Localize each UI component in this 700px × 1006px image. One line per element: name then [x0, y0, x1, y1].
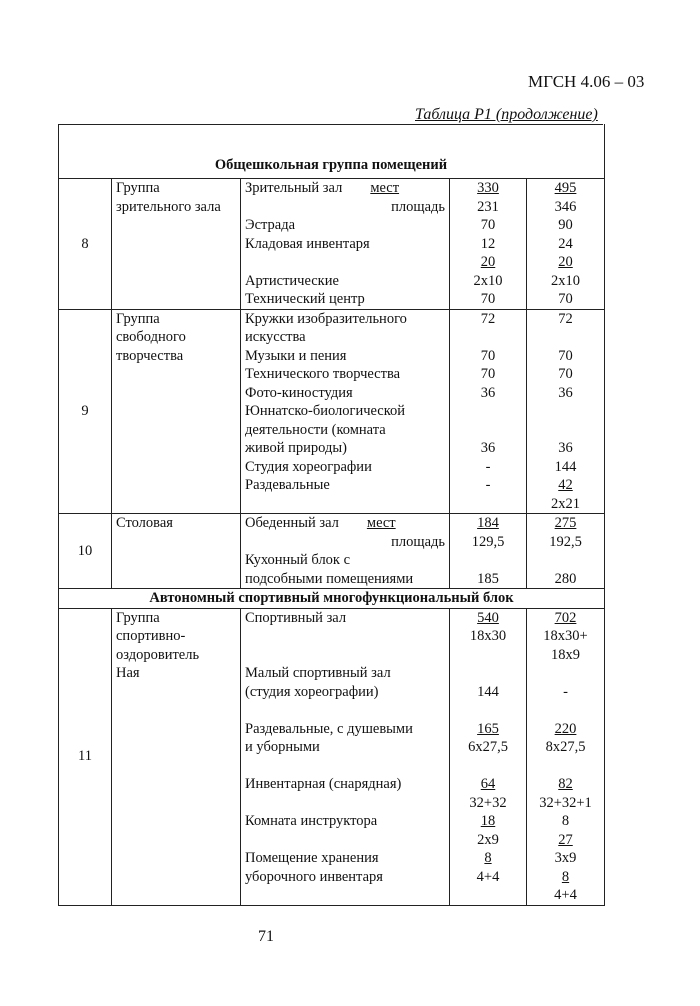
table-row — [59, 608, 605, 905]
section-sport-title: Автономный спортивный многофункциональный блок — [59, 589, 605, 609]
table-row — [59, 179, 605, 310]
group-name: Группа свободного творчества — [112, 309, 241, 514]
capacity-b: 702 18х30+ 18х9 - 220 8х27,5 82 32+32+1 8 27 3х9 8 4+4 — [527, 608, 605, 905]
row-number: 10 — [59, 514, 112, 589]
room-list: Зрительный зал мест площадь Эстрада Кладовая инвентаря Артистические Технический центр — [241, 179, 450, 310]
capacity-a: 540 18х30 144 165 6х27,5 64 32+32 18 2х9 8 4+4 — [450, 608, 527, 905]
room-list: Обеденный зал мест площадь Кухонный блок с подсобными помещениями — [241, 514, 450, 589]
capacity-b: 495 346 90 24 20 2х10 70 — [527, 179, 605, 310]
capacity-a: 72 70 70 36 36 - - — [450, 309, 527, 514]
section-general-title: Общешкольная группа помещений — [214, 157, 448, 173]
group-name: Столовая — [112, 514, 241, 589]
capacity-b: 72 70 70 36 36 144 42 2х21 — [527, 309, 605, 514]
table-row — [59, 309, 605, 514]
document-code: МГСН 4.06 – 03 — [528, 72, 645, 91]
table-caption: Таблица Р1 (продолжение) — [415, 106, 598, 123]
capacity-a: 184 129,5 185 — [450, 514, 527, 589]
group-name: Группа спортивно- оздоровитель Ная — [112, 608, 241, 905]
page-number: 71 — [258, 928, 274, 945]
capacity-a: 330 231 70 12 20 2х10 70 — [450, 179, 527, 310]
table-top-border — [58, 124, 603, 125]
rooms-table — [58, 178, 605, 906]
room-list: Кружки изобразительного искусства Музыки и пения Технического творчества Фото-киностудия Юннатско-биологической деятельности (комната живой природы) Студия хореографии Раздевальные — [241, 309, 450, 514]
row-number: 9 — [59, 309, 112, 514]
capacity-b: 275 192,5 280 — [527, 514, 605, 589]
row-number: 11 — [59, 608, 112, 905]
group-name: Группа зрительного зала — [112, 179, 241, 310]
row-number: 8 — [59, 179, 112, 310]
table-row — [59, 589, 605, 609]
room-list: Спортивный зал Малый спортивный зал (студия хореографии) Раздевальные, с душевыми и уборными Инвентарная (снарядная) Комната инструктора Помещение хранения уборочного инвентаря — [241, 608, 450, 905]
table-row — [59, 514, 605, 589]
